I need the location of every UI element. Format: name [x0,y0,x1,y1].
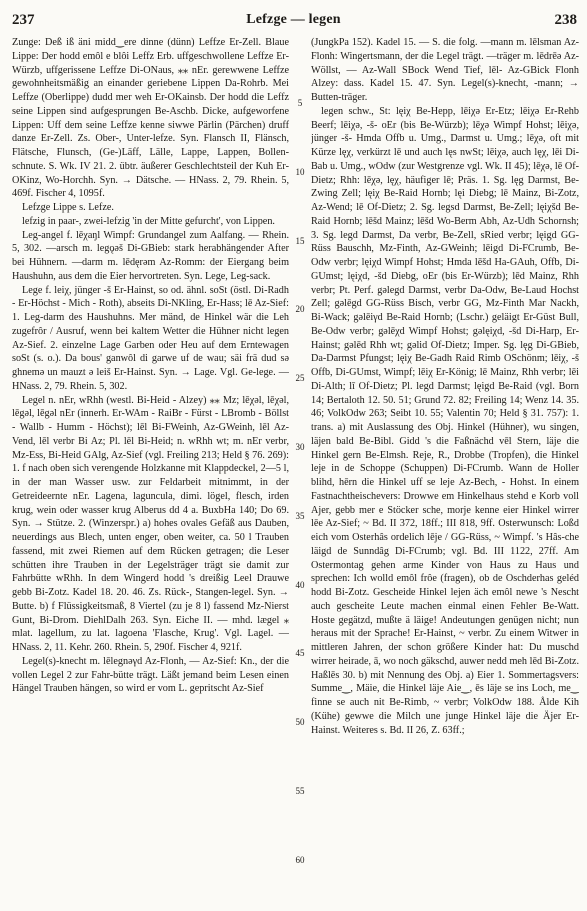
entry-paragraph: (JungkPa 152). Kadel 15. — S. die folg. —mann m. lēlsman Az-Flonh: Wingertsmann, der die Legel trägt. —träger m. lēdrēə Az-Wöllst, — Az-Wall SBock Wend Tief, lēl- Az-GBick Flonh Alzey: dass. Kadel 15. 47. Syn. Legel(s)-knecht, -mann; → Butten-träger. [311,37,579,103]
entry-paragraph: Leg-angel f. lēχaŋl Wimpf: Grundangel zum Aalfang. — Rhein. 5, 302. —arsch m. legǫəš Di-GBieb: stark herabhängender After bei Hühnern. —darm m. lēdęrəm Az-Romm: der Eiergang beim Haushuhn, aus dem die Eier hervortreten. Syn. Lege, Leg-sack. [12,229,289,282]
line-number-gutter [290,36,310,904]
line-number: 25 [295,373,305,384]
entry-paragraph: Legel(s)-knecht m. lēlegnəγd Az-Flonh, — Az-Sief: Kn., der die vollen Legel 2 zur Fahr-bütte trägt. Läßt jemand beim Lesen einen Hängel Trauben hängen, so wird er vom L. gepritscht Az-Sief [12,655,289,695]
line-number: 45 [295,648,305,659]
entry-paragraph: lefzig in paar-, zwei-lefzig 'in der Mitte gefurcht', von Lippen. [22,215,275,227]
line-number: 50 [295,717,305,728]
page-number-right: 238 [554,12,577,28]
entry-paragraph: Lefzge Lippe s. Lefze. [22,202,114,213]
entry-paragraph: Legel n. nEr, wRhh (westl. Bi-Heid - Alzey) ⁎⁎ Mz; lēχəl, lēχəl, lēgəl, lēgəl nEr (innerh. Er-WAm - RaiBr - Fürst - LBromb - Böllst - Wallb - Humm - Höchst); lēl Bi-FWeinh, Az-GWeinh, lēl Az-Vend, lēl verbr Bi Az; Pl. lēl Bi-Heid; n. wRhh wt; m. nEr verbr, Mz-Ess, Bi-Heid GAlg, Az-Sief (vgl. Freiling 213; Held § 76. 269): 1. f nach oben sich verengende Holzkanne mit Klappdeckel, 2—5 l, in der man Wasser usw. zur Feldarbeit mitnimmt, in der Getreideernte nEr. Lagena, laguncula, dimi. lögel, flesch, irden krug, wein oder wasser krug Alberus dd 4 a. BuxbHa 140; Do 69. Syn. → Stütze. 2. (Winzerspr.) a) hohes ovales Gefäß aus Dauben, neuerdings aus Blech, unten enger, oben weiter, ca. 50 l Trauben fassend, mit zwei Riemen auf dem Rücken getragen; die Leser schütten ihre Trauben in der Legelsträger trägt sie damit zur Fahrbütte wRhh. In dem Wingerd hodd 's dreißig Leel Drauwe gebb Bi-Zotz. Kadel 18. 20. 46. Zs. Rück-, Stangen-legel. Syn. → Butte. b) f Flüssigkeitsmaß, 8 Viertel (zu je 8 l) fassend Mz-Nierst Gunt, Bi-Drom. DiehlDalh 263. Syn. Eiche II. — mhd. lægel ⁎ mlat. lagellum, zu lat. lagoena 'Flasche, Krug'. Vgl. Lagel. — HNass. 2, 11. Kehr. 260. Rhein. 5, 290f. Fischer 4, 921f. [12,394,289,653]
line-number: 35 [295,510,305,521]
entry-paragraph: legen schw., St: lęiχ Be-Hepp, lēiχə Er-Etz; lēiχə Er-Rehb Beerf; lēiχə, -š- oEr (bis Be-Würzb); lēχə Wimpf Hohst; lēiχə, jünger -š- Hmda Offb u. Umg., Darmst u. Umg.; lēχə, oft mit Kürze lęχ, verkürzt lē und auch lęs nwSt; lēiχə, auch lęχ, lēi Di-Bab u. Umg., wOdw (zur Westgrenze vgl. Wk. II 45); lēχə, lē Of-Dietz; Rhh: lēχə, lęχ, häufiger lē; Präs. 1. Sg. lęg Darmst, Be-Zwing Zell; lęiχ Be-Raid Hornb; lęi Diebg; lē Mainz, Bi-Zotz, Az-Wend; lē Of-Dietz; 2. Sg. legsd Darmst, Be-Zell; lęiχšd Be-Raid Hornb; lēšd Mainz; lēšd Wo-Berm Abh, Az-Udh Schornsh; 3. Sg. legd Darmst, Da verbr, Be-Zell, sRied verbr; lęigd GG-Rüss Bauschh, Mz-Finth, Az-GWeinh; lēigd Di-FCrumb, Be-Odw verbr; lęiχd Wimpf Hohst; Hmda lēšd Ha-GAuh, Offb, Di-GUmst; lęiχd, -šd Diebg, oEr (bis Er-Würzb); lēd Mainz, Rhh verbr; Pt. Perf. gəlegd Darmst, verbr Da-Odw, Be-Laud Hochst Zell; gəlēgd GG-Rüss Bisch, verbr GG, Mz-Finth Mar Nackh, Bi-Wack; gəlēiγd Be-Raid Hornb; (Lschr.) geläigt Er-Güst Bull, Be-Odw verbr; gəlēχd Wimpf Hohst; gəlęiχd, -šd Di-Harp, Er-Hainst; gəlēd Rhh wt; gəlid Of-Dietz; Imper. Sg. lęg Di-GBieb, Da-Darmst Pfungst; lęiχ Be-Gadh Raid Rimb OSchönm; lēiχ, -š Offb, Di-GUmst, Wimpf; lēiχ Er-König; lē Mainz, Rhh verbr; lēi Di-Alth; lī Of-Dietz; Pl. legd Darmst; lęigd Be-Raid (vgl. Born 14; Bertaloth 12. 50. 51; Grund 72. 82; Freiling 14; Wenz 14. 35. 46; VolkOdw 263; Seibt 10. 55; Valentin 70; Held § 31. 757): 1. trans. a) mit Auslassung des Obj. Hinkel (Hühner), wu singen, läjen bald Be-Bibl. Gidd 's die Faßnächd vēl Stern, läje die Hinkel gern Be-Elmsh. Reje, R., Drobbe (Tropfen), die Hinkel leje in de Schoppe (Schuppen) Di-FCrumb. Wann de Holler blihd, hērn die Hinkel uff se leje Az-Bech, - Hohst. In einem Fastnachtheischevers: Drowwe em Hinkelhaus stehd e Korb voll Ajer, gebb mer e Stöcker sche, morje kenne eier Hinkel wirrer lēe Az-Sief; ~ Bd. II 372, 18ff.; III 818, 9ff. Osterwunsch: Loßd eich vom Osterhâs ordelich lēje / GG-Rüss, ~ Wimpf. 's Hâs-che läigd de Sunndâg Di-FCrumb; vgl. Bd. III 1122, 27ff. Am Ostermontag gehen arme Kinder von Haus zu Haus und sprechen: Ich wolld emôl frôe (fragen), ob de Oschderhas geléd hodd Bi-Zotz. Gescheide Hinkel lejen äch emôl newe 's Nescht auch gescheite Leute machen einmal einen Fehler Be-Watt. Hoste gegätzd, mußte ä läige! Andeutungen genügen nicht; nun heraus mit der Sprache! Er-Hainst, ~ verbr. Zu einem Witwer in mittleren Jahren, der schon größere Kinder hat: Du muschd wirrer heirade, ā, wo noch gäkschd, auwer nedd meh lēd Bi-Zotz. Haßlēs 30. b) mit Nennung des Obj. a) Eier 1. Sommertagsvers: Summe‿, Mäie, die Hinkel läje Aie‿, ēs läje se ins Loch, me‿ finne se auch nit Be-Rimb, ~ verbr; VolkOdw 188. Ålde Kih (Kühe) gewwe die Milch une junge Hinkel läje die Äjer Er-Hainst. Weiteres s. Bd. II 26, Z. 63ff.; [311,105,579,736]
running-title: Lefzge — legen [246,12,341,27]
entry-paragraph: Lege f. leiχ, jünger -š Er-Hainst, so od. ähnl. soSt (östl. Di-Radh - Er-Höchst - Mich - Roth), abseits Di-NKling, Er-Hass; lē Az-Sief: 1. Leg-darm des Haushuhns. Mer mänd, de Hinkel wär die Leh zugefrôr / Ausruf, wenn bei kaltem Wetter die Hühner nicht legen Az-Sief. 2. einzelne Lage Garben oder Heu auf dem Erntewagen soSt (s. o.). Da bous' ganwôl di garwe uf de wau; säi frä dud sə ghnemə un mauzt ə leiš Er-Hainst. Syn. → Lage. Vgl. Ge-lege. — HNass. 2, 79. Rhein. 5, 302. [12,284,289,392]
line-number: 40 [295,579,305,590]
right-column [311,36,579,904]
page-header [0,0,587,30]
line-number: 20 [295,304,305,315]
line-number: 55 [295,786,305,796]
line-number: 60 [295,854,305,865]
entry-paragraph: Zunge: Deß iß äni midd‿ere dinne (dünn) Leffze Er-Zell. Blaue Lippe: Der hodd emôl e blôi Leffz Erb. uffgeschwollene Leffze Er-Würzb, uffgerissene Leffze Di-ONaus, ⁎⁎ nEr. gerewwene Leffze gewohnheitsmäßig an einander geriebene Lippen Da-Rohrb. Mei Leffze (Oberlippe) dudd mer weh Er-OKainsb. Der hodd die Leffz seine Lippen sind aufgesprungen Be-Aschb. Dicke, aufgeworfene Lippen: Uff dem seine Leffze kenne siwwe Pärlin (Pärchen) druff danze Er-Zell. Zs. Ober-, Unter-lefze. Syn. Flansch II, Flänsch, Flätsche, Flunsch, (Ge-)Läff, Lälle, Lappe, Lappen, Bollen-schnute. S. Wk. IV 21. 2. übtr. äußerer Geschlechtsteil der Kuh Er-OKinz, Wo-Horchh. Syn. → Dätsche. — HNass. 2, 79. Rhein. 5, 469f. Fischer 4, 1095f. [12,37,289,200]
line-number: 10 [295,166,305,177]
line-number: 15 [295,235,305,246]
page-number-left: 237 [12,12,35,28]
line-number: 30 [295,442,305,452]
line-number: 5 [297,98,303,108]
left-column [12,36,289,904]
